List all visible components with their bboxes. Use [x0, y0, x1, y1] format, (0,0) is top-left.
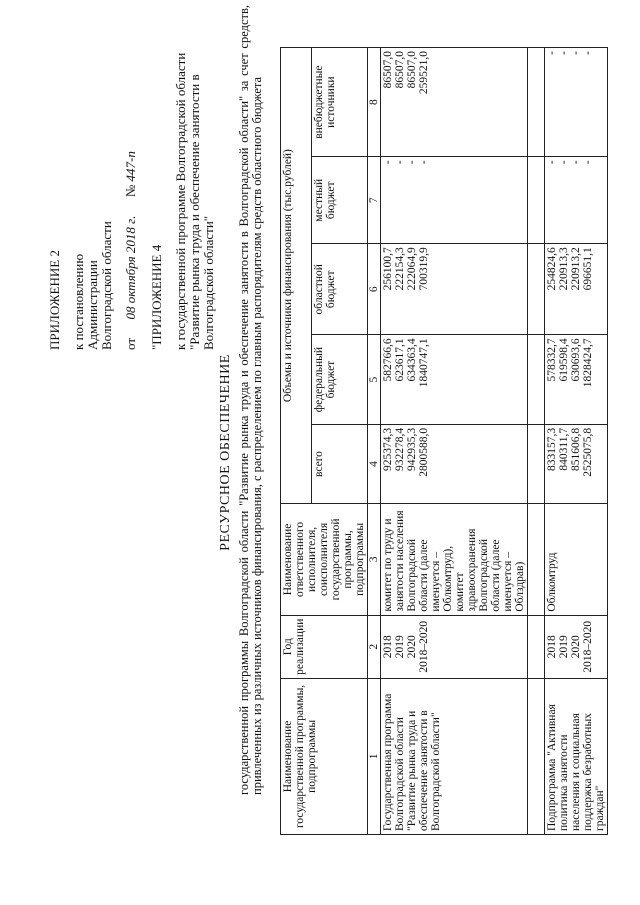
column-numbers-row: [368, 48, 381, 835]
column-number: 1: [368, 678, 381, 834]
header-federal: федеральный бюджет: [312, 335, 368, 425]
local-cell: - - - -: [545, 157, 608, 244]
extra-cell: - - - -: [545, 48, 608, 157]
document-header: [48, 30, 216, 350]
total-cell: 925374,3 932278,4 942935,3 2800588,0: [381, 424, 528, 503]
header-program-name: Наименование государственной программы, подпрограммы: [281, 678, 368, 834]
total-cell: 833157,3 840311,7 851606,8 2525075,8: [545, 424, 608, 503]
row-spacer: [528, 48, 545, 835]
federal-cell: 582766,6 623617,1 634363,4 1840747,1: [381, 335, 528, 425]
table-row: [545, 48, 608, 835]
column-number: 7: [368, 157, 381, 244]
executor-cell: Облкомтруд: [545, 504, 608, 615]
years-cell: 2018 2019 2020 2018–2020: [381, 615, 528, 678]
header-volumes: Объемы и источники финансирования (тыс.рублей): [281, 48, 312, 504]
regional-cell: 256100,7 222154,3 222064,9 700319,9: [381, 244, 528, 335]
document-title: РЕСУРСНОЕ ОБЕСПЕЧЕНИЕ: [218, 354, 233, 551]
column-number: 8: [368, 48, 381, 157]
header-year: Год реализации: [281, 615, 368, 678]
extra-cell: 86507,0 86507,0 86507,0 259521,0: [381, 48, 528, 157]
program-reference: к государственной программе Волгоградской области "Развитие рынка труда и обеспечение занятости в Волгоградской области": [173, 52, 216, 350]
resolution-block: [72, 30, 114, 350]
number-prefix: №: [123, 184, 138, 198]
number-value: 447-п: [123, 151, 138, 182]
header-executor: Наименование ответственного исполнителя, соисполнителя государственной программы, подпрограммы: [281, 504, 368, 615]
executor-cell: комитет по труду и занятости населения Волгоградской области (далее именуется – Облкомтруд), комитет здравоохранения Волгоградской области (далее именуется – Облздрав): [381, 504, 528, 615]
date-value: 08 октября 2018 г.: [123, 215, 138, 320]
date-line: [124, 30, 138, 350]
column-number: 2: [368, 615, 381, 678]
to-resolution-text: к постановлению: [71, 253, 86, 350]
appendix-4-label: "ПРИЛОЖЕНИЕ 4: [149, 244, 164, 350]
federal-cell: 578332,7 619598,4 630693,6 1828424,7: [545, 335, 608, 425]
date-prefix: от: [123, 337, 138, 350]
local-cell: - - - -: [381, 157, 528, 244]
header-total: всего: [312, 424, 368, 503]
program-name-cell: Подпрограмма "Активная политика занятости населения и социальная поддержка безработных граждан": [545, 678, 608, 834]
table-row: [381, 48, 528, 835]
document-subtitle: государственной программы Волгоградской области "Развитие рынка труда и обеспечение занятости в Волгоградской области" за счет средств, привлеченных из различных источников финансирования, с распределением по главным распорядителям средств областного бюджета: [237, 5, 264, 795]
header-local: местный бюджет: [312, 157, 368, 244]
program-name-cell: Государственная программа Волгоградской области "Развитие рынка труда и обеспечение занятости в Волгоградской области": [381, 678, 528, 834]
header-regional: областной бюджет: [312, 244, 368, 335]
administration-text: Администрации: [85, 260, 100, 350]
column-number: 3: [368, 504, 381, 615]
years-cell: 2018 2019 2020 2018–2020: [545, 615, 608, 678]
appendix-2-label: ПРИЛОЖЕНИЕ 2: [47, 250, 62, 350]
regional-cell: 254824,6 220913,3 220913,2 696651,1: [545, 244, 608, 335]
column-number: 4: [368, 424, 381, 503]
resource-table: [280, 47, 608, 835]
region-text: Волгоградской области: [99, 221, 114, 350]
header-extra: внебюджетные источники: [312, 48, 368, 157]
column-number: 6: [368, 244, 381, 335]
column-number: 5: [368, 335, 381, 425]
